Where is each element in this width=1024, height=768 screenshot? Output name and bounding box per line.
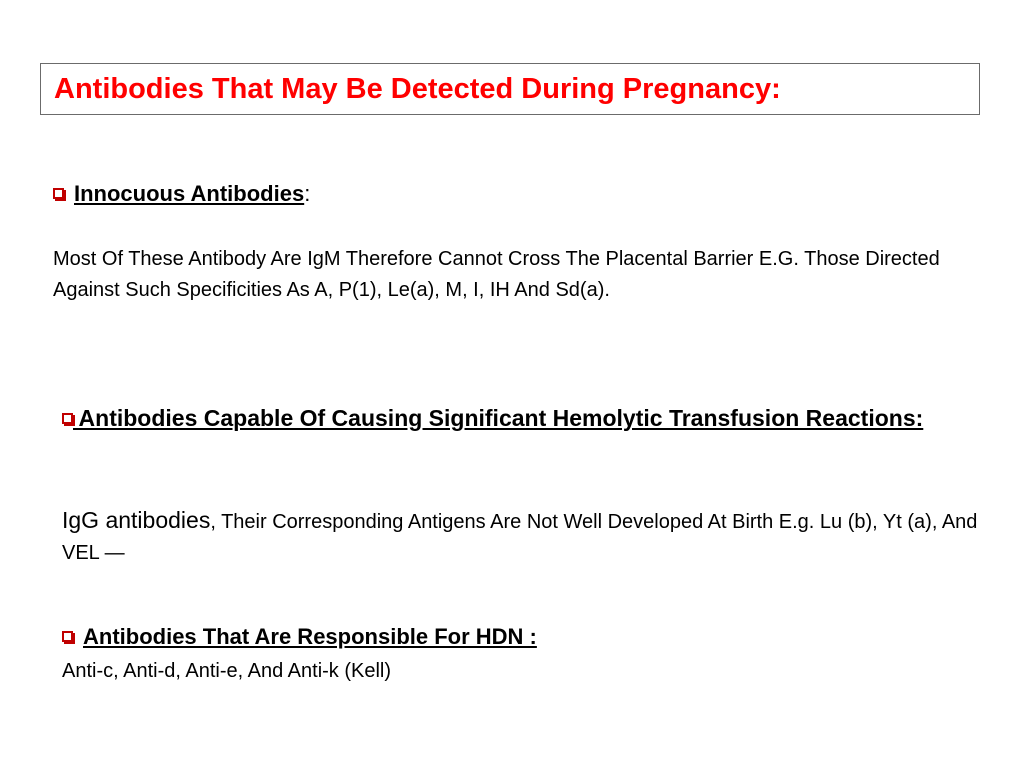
section-heading-innocuous [53, 181, 310, 207]
body-text: , Their Corresponding Antigens Are Not Well Developed At Birth E.g. Lu (b), Yt (a), And VEL — [62, 511, 978, 564]
section-heading-transfusion [62, 402, 1002, 435]
body-lead: IgG antibodies [62, 507, 211, 533]
checkbox-bullet-icon [53, 188, 64, 199]
section-heading-hdn [62, 624, 537, 650]
checkbox-bullet-icon [62, 631, 73, 642]
heading-text: Innocuous Antibodies [74, 181, 305, 206]
heading-suffix: : [304, 181, 311, 206]
slide-title: Antibodies That May Be Detected During Pregnancy: [54, 73, 781, 105]
section-body-transfusion [62, 505, 992, 569]
heading-text: Antibodies Capable Of Causing Significant Hemolytic Transfusion Reactions: [73, 405, 924, 431]
checkbox-bullet-icon [62, 413, 73, 424]
section-body-hdn: Anti-c, Anti-d, Anti-e, And Anti-k (Kell) [62, 660, 392, 682]
title-box [40, 63, 980, 115]
heading-text: Antibodies That Are Responsible For HDN : [83, 624, 537, 649]
section-body-innocuous: Most Of These Antibody Are IgM Therefore Cannot Cross The Placental Barrier E.G. Those Directed Against Such Specificities As A, P(1), Le(a), M, I, IH And Sd(a). [53, 248, 940, 301]
